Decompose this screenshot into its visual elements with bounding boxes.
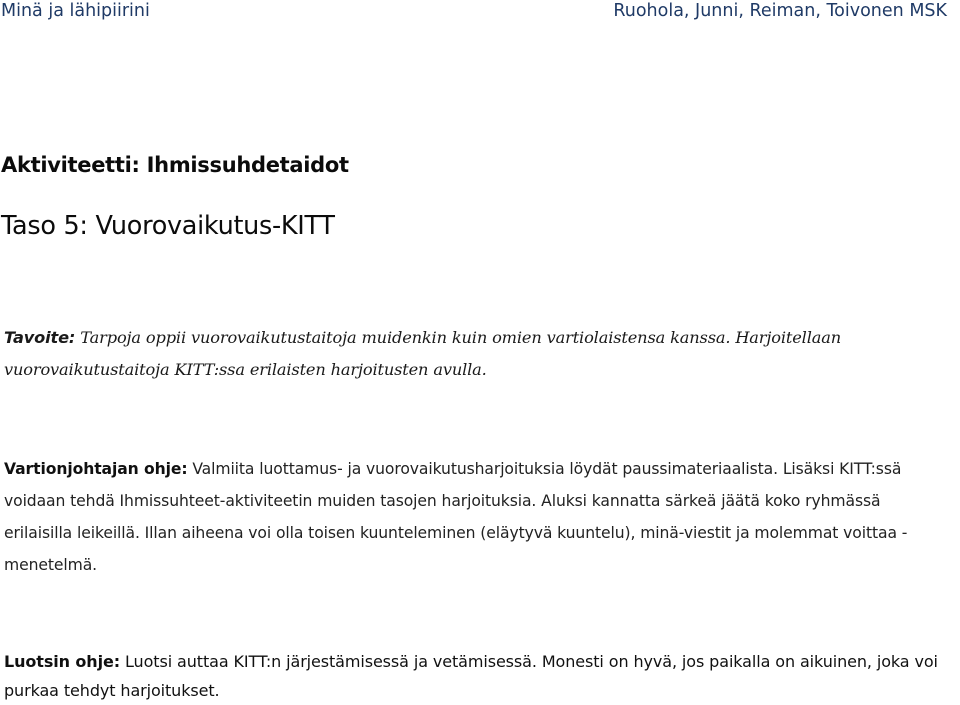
guide-instructions [4, 647, 949, 705]
activity-title: Aktiviteetti: Ihmissuhdetaidot [1, 153, 349, 177]
guide-label: Luotsin ohje: [4, 652, 121, 671]
running-header-title: Minä ja lähipiirini [1, 1, 150, 21]
patrol-leader-label: Vartionjohtajan ohje: [4, 460, 188, 478]
patrol-leader-instructions [4, 453, 949, 581]
patrol-leader-text: Valmiita luottamus- ja vuorovaikutusharjoituksia löydät paussimateriaalista. Lisäksi KITT:ssä voidaan tehdä Ihmissuhteet-aktiviteetin muiden tasojen harjoituksia. Aluksi kannatta särkeä jäätä koko ryhmässä erilaisilla leikeillä. Illan aiheena voi olla toisen kuunteleminen (eläytyvä kuuntelu), minä-viestit ja molemmat voittaa -menetelmä. [4, 460, 908, 574]
level-title: Taso 5: Vuorovaikutus-KITT [1, 211, 335, 241]
goal-text: Tarpoja oppii vuorovaikutustaitoja muidenkin kuin omien vartiolaistensa kanssa. Harjoitellaan vuorovaikutustaitoja KITT:ssa erilaisten harjoitusten avulla. [4, 328, 842, 379]
goal-paragraph [4, 322, 944, 386]
guide-text: Luotsi auttaa KITT:n järjestämisessä ja vetämisessä. Monesti on hyvä, jos paikalla on aikuinen, joka voi purkaa tehdyt harjoitukset. [4, 652, 938, 700]
goal-label: Tavoite: [4, 328, 76, 347]
running-header-authors: Ruohola, Junni, Reiman, Toivonen MSK [613, 1, 947, 21]
